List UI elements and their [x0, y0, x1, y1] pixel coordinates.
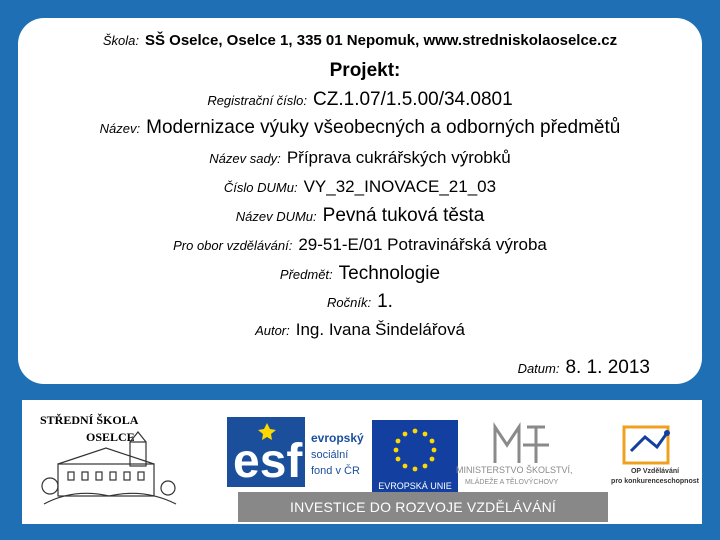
projekt-label: Projekt: — [329, 60, 401, 81]
nazev-value: Modernizace výuky všeobecných a odborných předmětů — [146, 117, 621, 138]
school-logo-line1: STŘEDNÍ ŠKOLA — [40, 413, 139, 427]
reg-label: Registrační číslo: — [207, 93, 308, 108]
reg-value: CZ.1.07/1.5.00/34.0801 — [313, 89, 513, 110]
eu-caption: EVROPSKÁ UNIE — [378, 481, 452, 491]
logo-bar — [22, 400, 702, 524]
esf-text3: fond v ČR — [311, 465, 360, 477]
nazev-line — [0, 117, 720, 139]
op-logo — [611, 427, 700, 485]
esf-mark: esf — [233, 435, 303, 488]
school-logo — [34, 408, 184, 512]
autor-line — [0, 320, 720, 340]
dum-number-label: Číslo DUMu: — [223, 180, 298, 195]
esf-text2: sociální — [311, 449, 349, 461]
msmt-line2: MLÁDEŽE A TĚLOVÝCHOVY — [465, 479, 559, 486]
msmt-logo — [456, 427, 573, 486]
rocnik-value: 1. — [377, 291, 393, 312]
predmet-line — [0, 263, 720, 285]
autor-value: Ing. Ivana Šindelářová — [295, 320, 465, 339]
nazev-label: Název: — [99, 121, 141, 136]
op-line2: pro konkurenceschopnost — [611, 478, 699, 485]
dum-name-value: Pevná tuková těsta — [322, 205, 485, 226]
rocnik-line — [0, 291, 720, 313]
rocnik-label: Ročník: — [327, 295, 372, 310]
esf-logo — [227, 417, 364, 488]
dum-name-line — [0, 205, 720, 227]
obor-label: Pro obor vzdělávání: — [173, 238, 293, 253]
msmt-mark-icon — [495, 427, 549, 463]
skola-label: Škola: — [102, 33, 139, 48]
eu-flag-logo — [372, 420, 458, 492]
sada-line — [0, 148, 720, 168]
esf-text1: evropský — [311, 431, 364, 445]
datum-value: 8. 1. 2013 — [565, 357, 650, 378]
op-line1: OP Vzdělávání — [630, 468, 680, 475]
dum-number-line — [0, 177, 720, 197]
skola-value: SŠ Oselce, Oselce 1, 335 01 Nepomuk, www.stredniskolaoselce.cz — [144, 32, 618, 49]
datum-label: Datum: — [517, 361, 560, 376]
sada-value: Příprava cukrářských výrobků — [286, 148, 511, 167]
dum-name-label: Název DUMu: — [235, 209, 317, 224]
sada-label: Název sady: — [209, 151, 281, 166]
autor-label: Autor: — [255, 323, 290, 338]
projekt-line — [5, 60, 720, 82]
obor-value: 29-51-E/01 Potravinářská výroba — [298, 235, 547, 254]
reg-line — [0, 89, 720, 111]
predmet-value: Technologie — [338, 263, 441, 284]
school-line — [0, 32, 720, 50]
dum-number-value: VY_32_INOVACE_21_03 — [303, 177, 497, 196]
invest-banner: INVESTICE DO ROZVOJE VZDĚLÁVÁNÍ — [238, 492, 608, 522]
date-line — [518, 357, 650, 379]
obor-line — [0, 235, 720, 255]
predmet-label: Předmět: — [279, 267, 333, 282]
msmt-line1: MINISTERSTVO ŠKOLSTVÍ, — [456, 465, 573, 475]
school-logo-line2: OSELCE — [86, 430, 135, 444]
